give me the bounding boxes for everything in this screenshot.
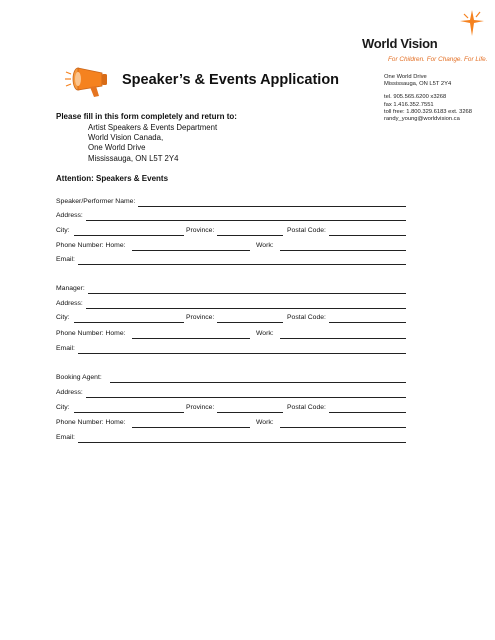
agent-work-phone-field[interactable] (280, 427, 406, 428)
agent-work-label: Work: (256, 419, 274, 426)
manager-phone-label: Phone Number: Home: (56, 330, 126, 337)
instructions: Please fill in this form completely and return to: (56, 112, 237, 121)
speaker-name-field[interactable] (138, 206, 406, 207)
agent-postal-label: Postal Code: (287, 404, 326, 411)
manager-province-label: Province: (186, 314, 215, 321)
manager-province-field[interactable] (217, 322, 283, 323)
manager-city-label: City: (56, 314, 70, 321)
speaker-email-row (56, 256, 406, 266)
contact-city: Mississauga, ON L5T 2Y4 (384, 81, 452, 88)
manager-postal-field[interactable] (329, 322, 406, 323)
contact-fax: fax 1.416.352.7551 (384, 101, 434, 108)
speaker-city-row (56, 227, 406, 237)
return-address-line: Artist Speakers & Events Department (88, 123, 218, 132)
manager-work-label: Work: (256, 330, 274, 337)
agent-postal-field[interactable] (329, 412, 406, 413)
contact-email: randy_young@worldvision.ca (384, 116, 460, 123)
manager-email-field[interactable] (78, 353, 406, 354)
agent-name-label: Booking Agent: (56, 374, 102, 381)
speaker-phone-label: Phone Number: Home: (56, 242, 126, 249)
contact-tel: tel. 905.565.6200 x3268 (384, 94, 447, 101)
manager-city-field[interactable] (74, 322, 184, 323)
speaker-postal-label: Postal Code: (287, 227, 326, 234)
agent-address-row (56, 389, 406, 399)
manager-phone-row (56, 330, 406, 340)
speaker-address-row (56, 212, 406, 222)
manager-address-label: Address: (56, 300, 83, 307)
speaker-name-label: Speaker/Performer Name: (56, 198, 136, 205)
speaker-province-field[interactable] (217, 235, 283, 236)
agent-name-field[interactable] (110, 382, 406, 383)
agent-address-field[interactable] (86, 397, 406, 398)
manager-name-field[interactable] (88, 293, 406, 294)
manager-work-phone-field[interactable] (280, 338, 406, 339)
speaker-email-label: Email: (56, 256, 75, 263)
speaker-work-label: Work: (256, 242, 274, 249)
manager-address-row (56, 300, 406, 310)
speaker-home-phone-field[interactable] (132, 250, 250, 251)
manager-address-field[interactable] (86, 308, 406, 309)
logo-tagline: For Children. For Change. For Life. (388, 56, 488, 63)
speaker-city-field[interactable] (74, 235, 184, 236)
speaker-city-label: City: (56, 227, 70, 234)
agent-phone-row (56, 419, 406, 429)
manager-name-label: Manager: (56, 285, 85, 292)
speaker-address-label: Address: (56, 212, 83, 219)
speaker-postal-field[interactable] (329, 235, 406, 236)
manager-home-phone-field[interactable] (132, 338, 250, 339)
form-title: Speaker’s & Events Application (122, 72, 340, 88)
contact-street: One World Drive (384, 74, 427, 80)
agent-home-phone-field[interactable] (132, 427, 250, 428)
agent-phone-label: Phone Number: Home: (56, 419, 126, 426)
manager-email-row (56, 345, 406, 355)
manager-email-label: Email: (56, 345, 75, 352)
world-vision-logo (360, 6, 486, 68)
agent-city-label: City: (56, 404, 70, 411)
return-address (88, 123, 217, 164)
attention-line: Attention: Speakers & Events (56, 174, 169, 183)
megaphone-icon (64, 56, 110, 100)
agent-province-field[interactable] (217, 412, 283, 413)
agent-address-label: Address: (56, 389, 83, 396)
agent-name-row (56, 374, 406, 384)
return-address-line: Mississauga, ON L5T 2Y4 (88, 153, 179, 163)
manager-name-row (56, 285, 406, 295)
speaker-name-row (56, 198, 406, 208)
return-address-line: One World Drive (88, 143, 146, 153)
contact-block (384, 74, 472, 123)
agent-email-label: Email: (56, 434, 75, 441)
agent-email-row (56, 434, 406, 444)
manager-city-row (56, 314, 406, 324)
speaker-work-phone-field[interactable] (280, 250, 406, 251)
speaker-phone-row (56, 242, 406, 252)
agent-city-row (56, 404, 406, 414)
contact-tollfree: toll free: 1.800.329.6183 ext. 3268 (384, 108, 472, 115)
return-address-line: World Vision Canada, (88, 133, 164, 143)
speaker-province-label: Province: (186, 227, 215, 234)
manager-postal-label: Postal Code: (287, 314, 326, 321)
agent-city-field[interactable] (74, 412, 184, 413)
logo-name: World Vision (362, 36, 438, 51)
speaker-email-field[interactable] (78, 264, 406, 265)
agent-email-field[interactable] (78, 442, 406, 443)
agent-province-label: Province: (186, 404, 215, 411)
speaker-address-field[interactable] (86, 220, 406, 221)
